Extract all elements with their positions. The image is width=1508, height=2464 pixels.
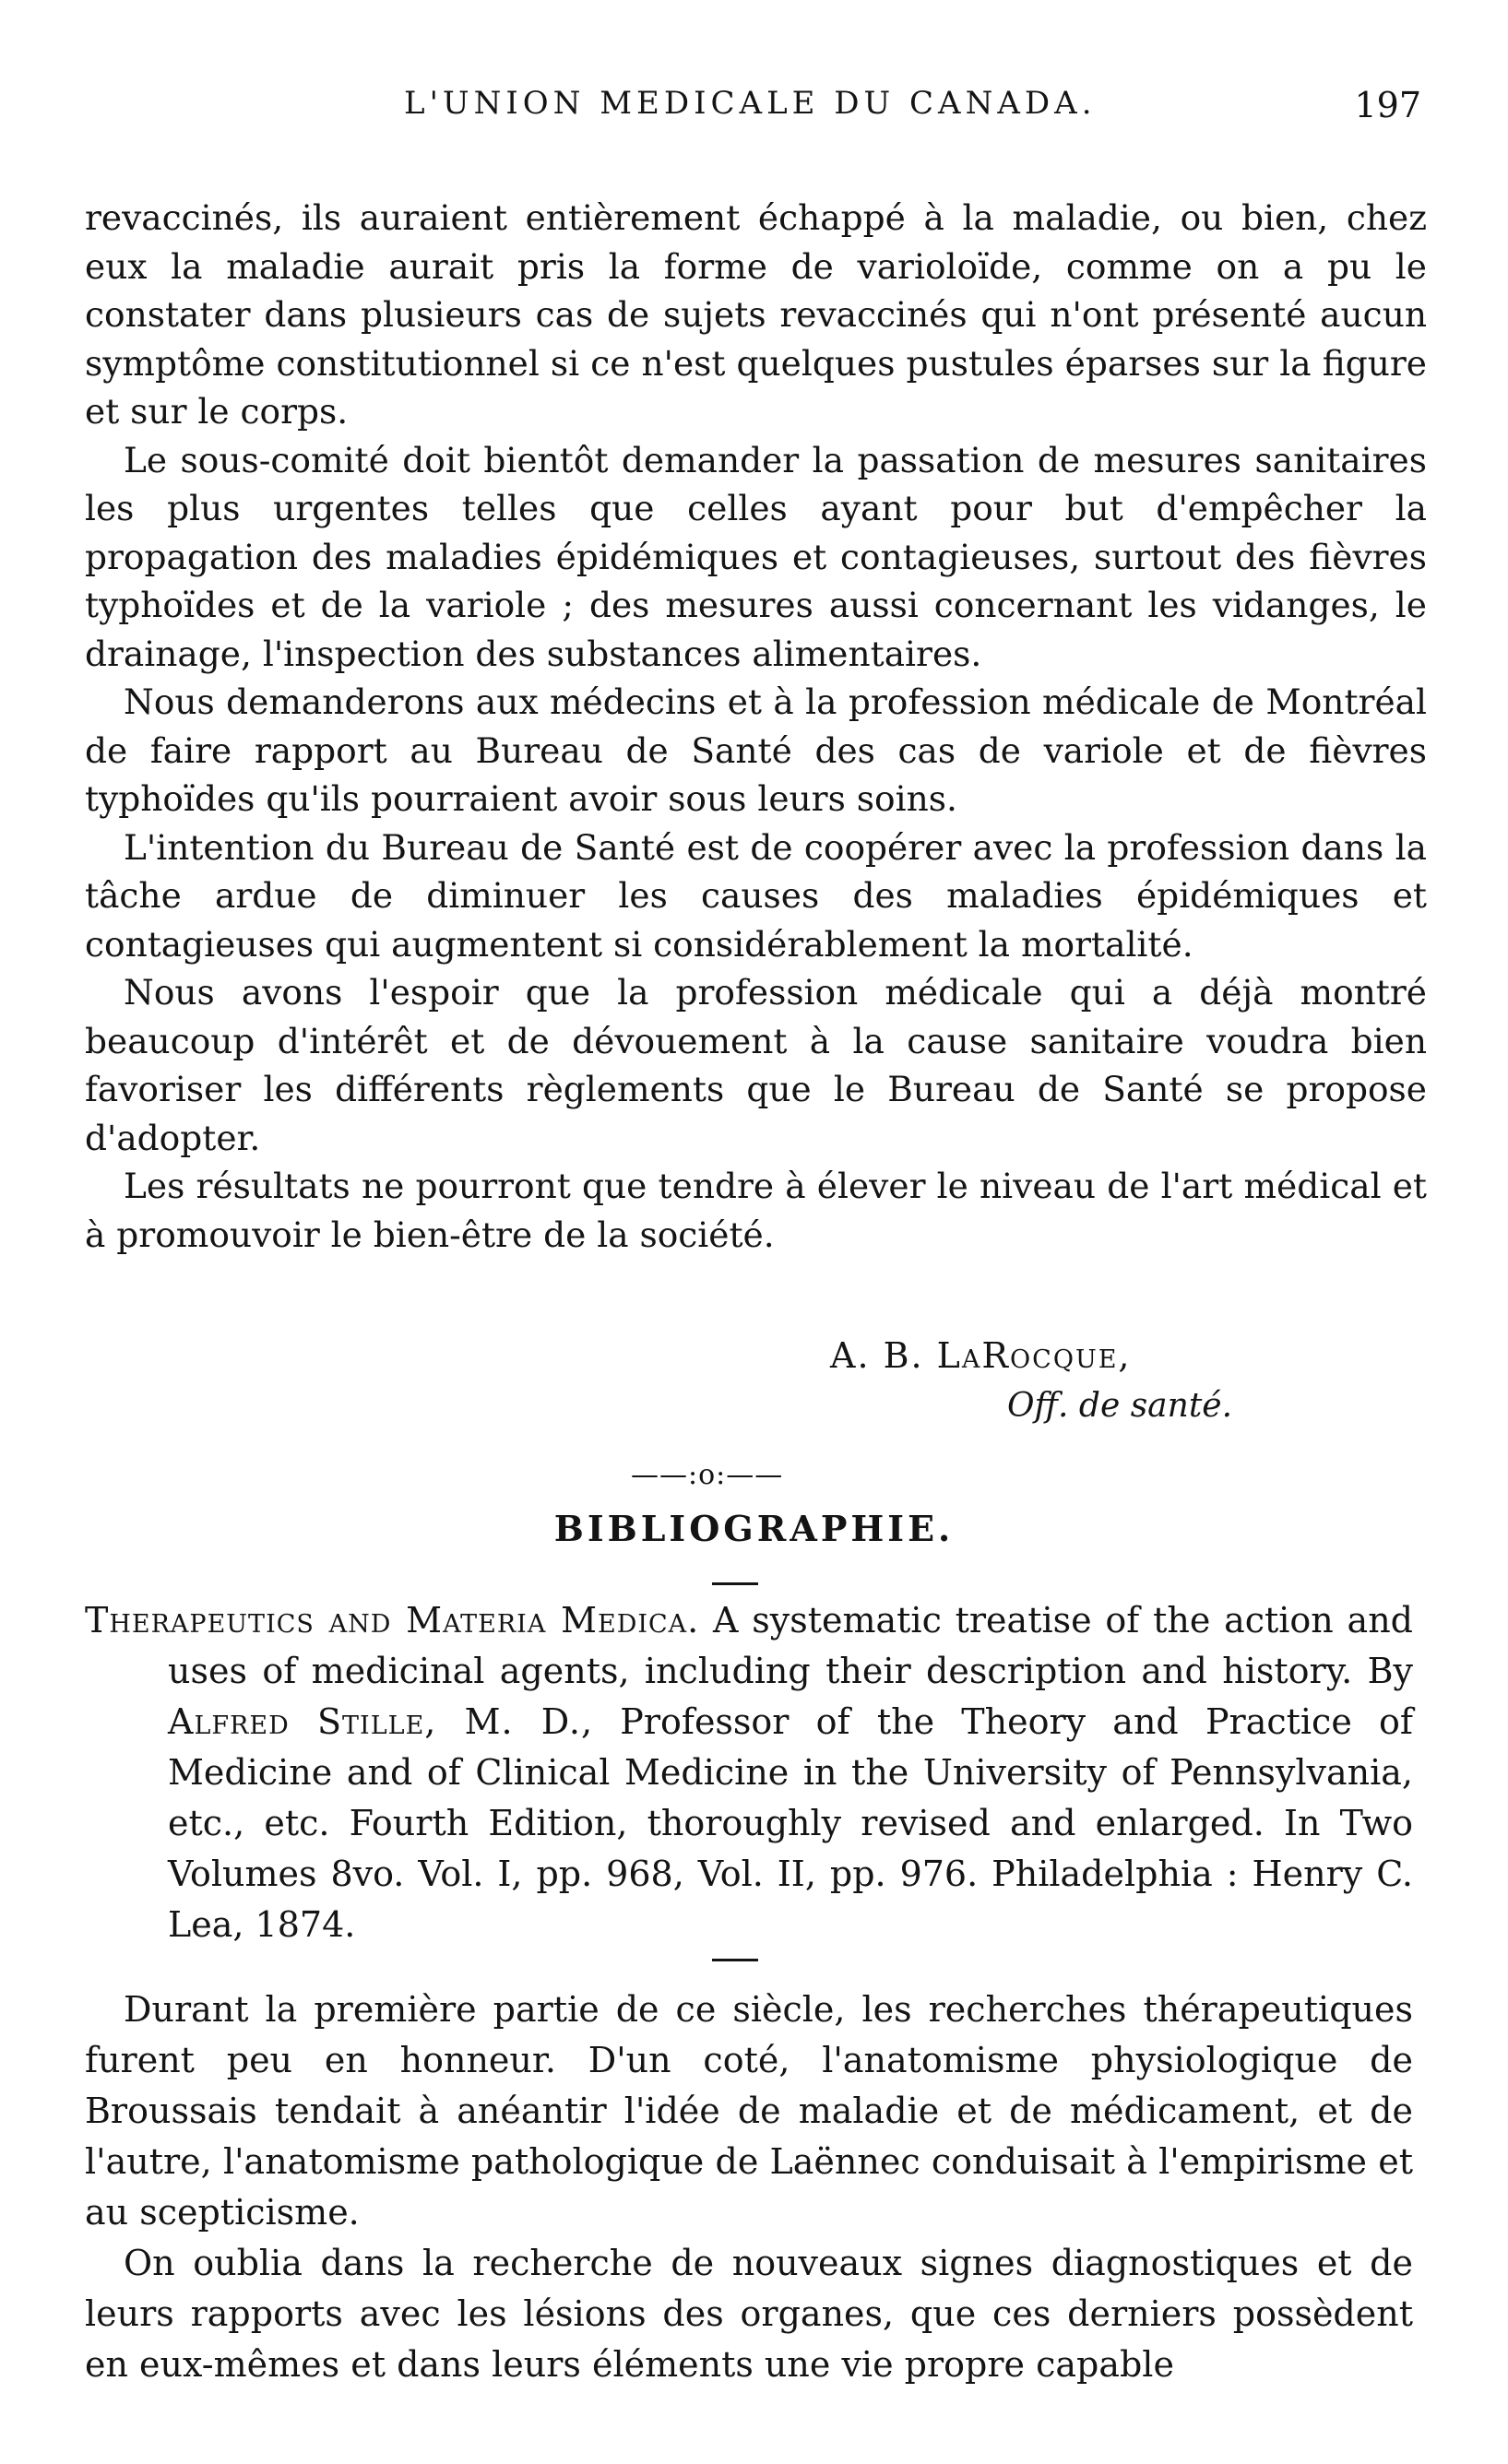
paragraph: Les résultats ne pourront que tendre à élever le niveau de l'art médical et à promouvoir le bien-être de la société. [85, 1166, 1427, 1255]
section-title: BIBLIOGRAPHIE. [553, 1508, 955, 1549]
section-divider: ——:o:—— [631, 1459, 784, 1491]
short-rule [712, 1959, 758, 1961]
page-number: 197 [1354, 85, 1421, 125]
running-header [0, 85, 1508, 140]
body-text [85, 194, 1427, 1259]
book-reference [85, 1595, 1413, 1950]
review-text [85, 1984, 1413, 2390]
book-description: A systematic treatise of the action and uses of medicinal agents, including their description and history. [168, 1600, 1413, 1691]
running-title: L'UNION MEDICALE DU CANADA. [404, 85, 1097, 122]
book-by: By [1367, 1651, 1413, 1691]
signature-name: A. B. LaRocque, [830, 1335, 1132, 1376]
paragraph: revaccinés, ils auraient entièrement échappé à la maladie, ou bien, chez eux la maladie aurait pris la forme de varioloïde, comme on a pu le constater dans plusieurs cas de sujets revaccinés qui n'ont présenté aucun symptôme constitutionnel si ce n'est quelques pustules éparses sur la figure et sur le corps. [85, 197, 1427, 432]
paragraph: Nous demanderons aux médecins et à la profession médicale de Montréal de faire rapport au Bureau de Santé des cas de variole et de fièvres typhoïdes qu'ils pourraient avoir sous leurs soins. [85, 681, 1427, 819]
signature-block [0, 1335, 1508, 1437]
paragraph: On oublia dans la recherche de nouveaux signes diagnostiques et de leurs rapports avec les lésions des organes, que ces derniers possèdent en eux-mêmes et dans leurs éléments une vie propre capable [85, 2243, 1413, 2385]
book-reference-entry [85, 1595, 1413, 1950]
paragraph: Le sous-comité doit bientôt demander la passation de mesures sanitaires les plus urgentes telles que celles ayant pour but d'empêcher la propagation des maladies épidémiques et contagieuses, surtout des fièvres typhoïdes et de la variole ; des mesures aussi concernant les vidanges, le drainage, l'inspection des substances alimentaires. [85, 439, 1427, 674]
paragraph: Nous avons l'espoir que la profession médicale qui a déjà montré beaucoup d'intérêt et de dévouement à la cause sanitaire voudra bien favoriser les différents règlements que le Bureau de Santé se propose d'adopter. [85, 972, 1427, 1158]
short-rule [712, 1582, 758, 1585]
paragraph: Durant la première partie de ce siècle, les recherches thérapeutiques furent peu en honneur. D'un coté, l'anatomisme physiologique de Broussais tendait à anéantir l'idée de maladie et de médicament, et de l'autre, l'anatomisme pathologique de Laënnec conduisait à l'empirisme et au scepticisme. [85, 1989, 1413, 2233]
book-title: Therapeutics and Materia Medica. [85, 1600, 700, 1641]
signature-title: Off. de santé. [1007, 1387, 1233, 1425]
paragraph: L'intention du Bureau de Santé est de coopérer avec la profession dans la tâche ardue de diminuer les causes des maladies épidémiques et contagieuses qui augmentent si considérablement la mortalité. [85, 826, 1427, 965]
book-publication-details: Professor of the Theory and Practice of Medicine and of Clinical Medicine in the University of Pennsylvania, etc., etc. Fourth Edition, thoroughly revised and enlarged. In Two Volumes 8vo. Vol. I, pp. 968, Vol. II, pp. 976. Philadelphia : Henry C. Lea, 1874. [168, 1701, 1413, 1945]
book-author: Alfred Stille, M. D., [168, 1701, 594, 1742]
